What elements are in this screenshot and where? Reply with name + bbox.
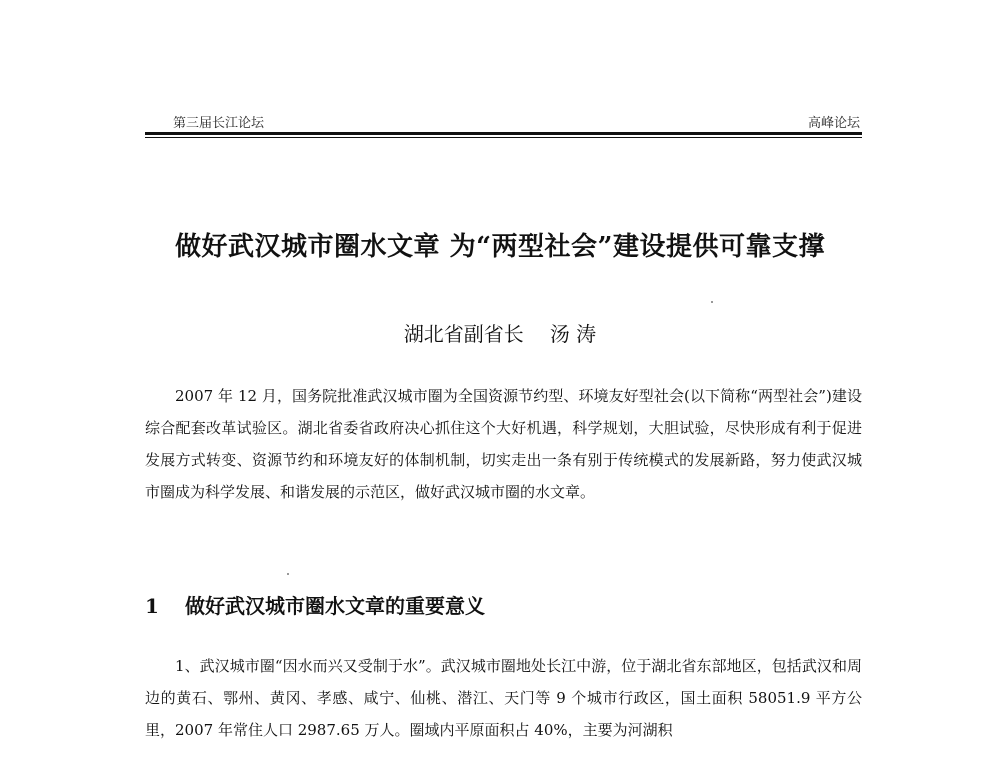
section1-paragraph: 1、武汉城市圈“因水而兴又受制于水”。武汉城市圈地处长江中游，位于湖北省东部地区，包括武汉和周边的黄石、鄂州、黄冈、孝感、咸宁、仙桃、潜江、天门等 9 个城市行政区，国土面积 58051.9 平方公里，2007 年常住人口 2987.65 万人。圈域内平原面积占 40%，主要为河湖积: [145, 657, 862, 739]
header-rule-thin: [145, 137, 862, 138]
article-title: 做好武汉城市圈水文章 为“两型社会”建设提供可靠支撑: [175, 232, 825, 262]
section-title: 做好武汉城市圈水文章的重要意义: [185, 594, 485, 618]
section-number: 1: [145, 594, 159, 618]
header-right-text: 高峰论坛: [807, 116, 860, 131]
author-position: 湖北省副省长: [403, 322, 524, 346]
header-left-text: 第三届长江论坛: [173, 116, 265, 131]
scan-speck: [711, 301, 713, 303]
author-name: 汤 涛: [549, 322, 597, 346]
header-rule-thick: [145, 132, 862, 135]
section-heading: [145, 590, 862, 619]
running-header: [145, 112, 860, 132]
author-line: [0, 318, 1000, 347]
scan-speck: [287, 573, 289, 575]
intro-paragraph: 2007 年 12 月，国务院批准武汉城市圈为全国资源节约型、环境友好型社会(以下简称“两型社会”)建设综合配套改革试验区。湖北省委省政府决心抓住这个大好机遇，科学规划，大胆试验，尽快形成有利于促进发展方式转变、资源节约和环境友好的体制机制，切实走出一条有别于传统模式的发展新路，努力使武汉城市圈成为科学发展、和谐发展的示范区，做好武汉城市圈的水文章。: [145, 387, 862, 501]
